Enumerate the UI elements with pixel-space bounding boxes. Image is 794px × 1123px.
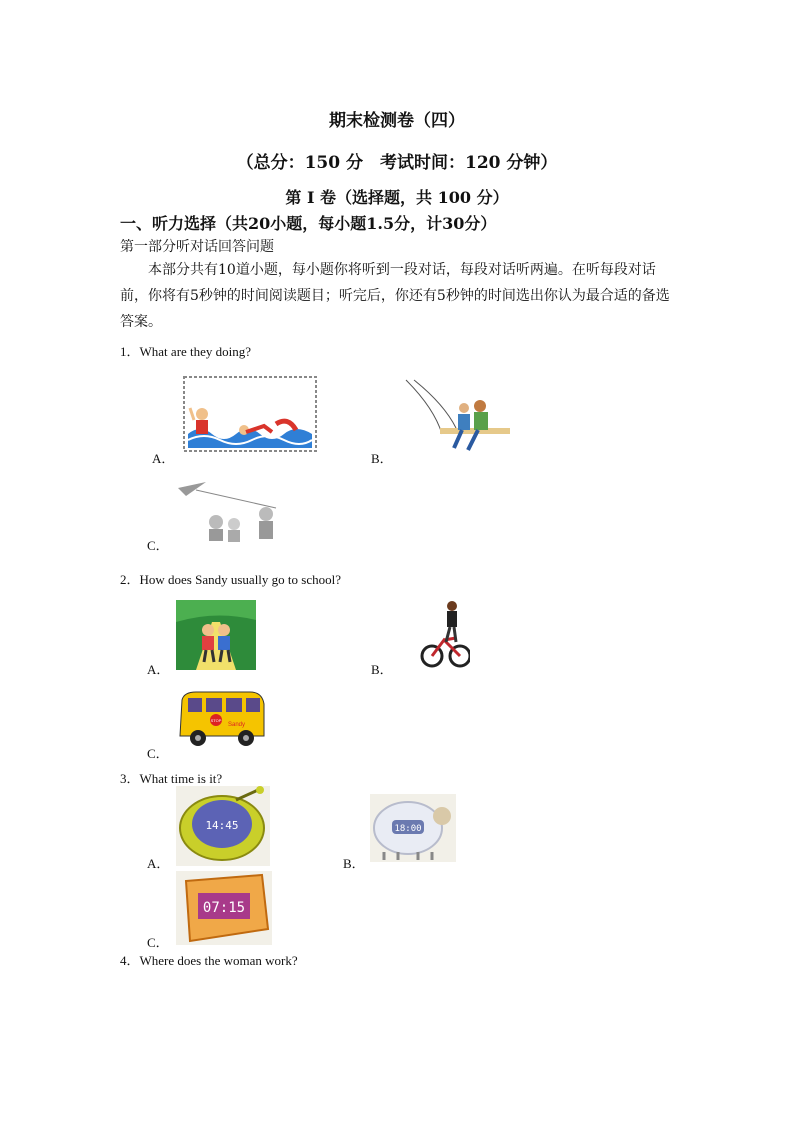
question-2 [120,569,341,588]
question-number: 2． [120,572,140,587]
clock-a-time: 14:45 [205,819,239,832]
question-number: 1． [120,344,140,359]
question-3 [120,768,222,787]
question-text: How does Sandy usually go to school? [139,572,341,587]
fishing-picture [404,378,514,460]
section-heading: 一、听力选择（共20小题，每小题1.5分，计30分） [120,214,497,233]
clock-1445-picture [176,786,270,866]
clock-c-time: 07:15 [202,900,246,916]
option-b-label: B． [343,856,365,871]
question-number: 3． [120,771,140,786]
score-time-subtitle: （总分：150 分 考试时间：120 分钟） [236,153,558,173]
question-number: 4． [120,953,140,968]
flying-kite-picture [176,478,291,550]
question-text: What time is it? [139,771,223,786]
option-b-label: B． [371,662,393,677]
question-1 [120,341,251,360]
bike-picture [420,600,470,670]
part-heading: 第一部分听对话回答问题 [120,239,274,255]
option-a-label: A． [147,856,170,871]
option-c-label: C． [147,935,169,950]
question-text: Where does the woman work? [139,953,298,968]
option-b-label: B． [371,451,393,466]
walking-picture [176,600,256,670]
volume-heading: 第 I 卷（选择题，共 100 分） [285,188,509,207]
option-a-label: A． [152,451,175,466]
option-a-label: A． [147,662,170,677]
swimming-picture [180,374,320,454]
question-text: What are they doing? [139,344,252,359]
bus-name: Sandy [228,722,246,728]
bus-stop-sign: STOP [210,718,222,723]
clock-b-time: 18:00 [394,824,422,834]
instructions: 本部分共有10道小题，每小题你将听到一段对话，每段对话听两遍。在听每段对话前，你将有5秒钟的时间阅读题目；听完后，你还有5秒钟的时间选出你认为最合适的备选答案。 [120,262,670,330]
clock-0715-picture [176,871,272,945]
option-c-label: C． [147,538,169,553]
page-title: 期末检测卷（四） [329,111,465,131]
question-4 [120,950,298,969]
option-c-label: C． [147,746,169,761]
school-bus-picture [176,690,266,754]
clock-1800-picture [370,794,456,862]
